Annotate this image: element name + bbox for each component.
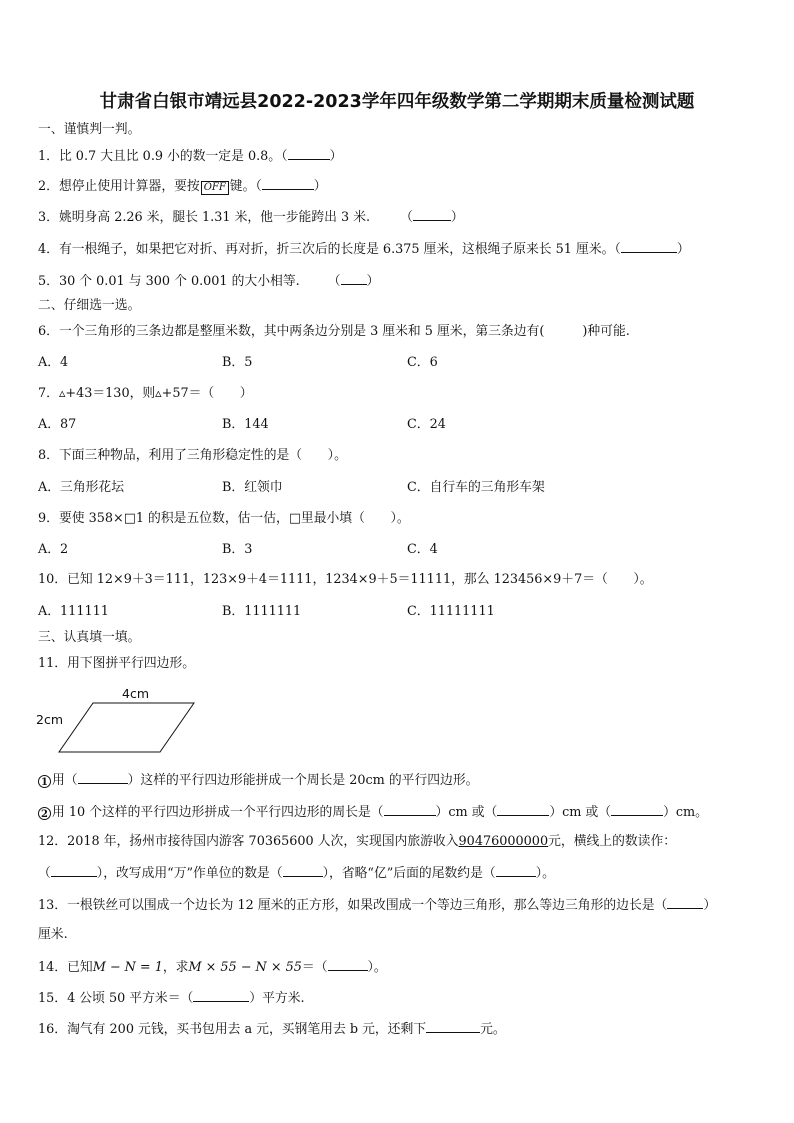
question-15: 15．4 公顷 50 平方米＝（ ）平方米. [38, 991, 305, 1006]
question-6: 6．一个三角形的三条边都是整厘米数，其中两条边分别是 3 厘米和 5 厘米，第三条边有( )种可能. [38, 324, 630, 339]
q7-option-b[interactable]: B．144 [222, 417, 269, 432]
off-key-icon: OFF [201, 181, 229, 195]
question-5: 5．30 个 0.01 与 300 个 0.001 的大小相等. （ ） [38, 274, 380, 289]
q6-option-b[interactable]: B．5 [222, 355, 253, 370]
answer-blank[interactable] [384, 803, 436, 816]
question-14: 14．已知M − N = 1，求M × 55 − N × 55＝（ ）。 [38, 960, 387, 975]
q7-option-a[interactable]: A．87 [38, 417, 77, 432]
q8-option-b[interactable]: B．红领巾 [222, 480, 283, 495]
section-heading-1: 一、谨慎判一判。 [38, 122, 141, 137]
question-12-line-2: （ ），改写成用“万”作单位的数是（ ），省略“亿”后面的尾数约是（ ）。 [38, 866, 555, 881]
math-expression: M × 55 − N × 55 [188, 960, 302, 975]
question-1: 1．比 0.7 大且比 0.9 小的数一定是 0.8。（ ） [38, 149, 343, 164]
answer-blank[interactable] [328, 958, 368, 971]
parallelogram-left-label: 2cm [36, 712, 64, 727]
question-9: 9．要使 358×□1 的积是五位数，估一估，□里最小填（ ）。 [38, 511, 410, 526]
q8-option-a[interactable]: A．三角形花坛 [38, 480, 125, 495]
q9-option-c[interactable]: C．4 [407, 542, 438, 557]
q10-option-c[interactable]: C．11111111 [407, 604, 495, 619]
answer-blank[interactable] [341, 272, 367, 285]
underlined-number: 90476000000 [458, 834, 549, 849]
q9-option-b[interactable]: B．3 [222, 542, 253, 557]
answer-blank[interactable] [193, 989, 249, 1002]
question-12: 12．2018 年，扬州市接待国内游客 70365600 人次，实现国内旅游收入90476000000元，横线上的数读作： [38, 834, 677, 849]
q8-option-c[interactable]: C．自行车的三角形车架 [407, 480, 545, 495]
q10-option-a[interactable]: A．111111 [38, 604, 109, 619]
question-4: 4．有一根绳子，如果把它对折、再对折，折三次后的长度是 6.375 厘米，这根绳子原来长 51 厘米。（ ） [38, 242, 690, 257]
answer-blank[interactable] [78, 771, 128, 784]
answer-blank[interactable] [497, 803, 549, 816]
circled-number: 2 [38, 807, 51, 820]
section-heading-3: 三、认真填一填。 [38, 630, 141, 645]
section-heading-2: 二、仔细选一选。 [38, 298, 141, 313]
parallelogram-shape [59, 703, 194, 752]
question-7: 7．▵+43＝130，则▵+57＝（ ） [38, 386, 253, 401]
question-8: 8．下面三种物品，利用了三角形稳定性的是（ ）。 [38, 448, 347, 463]
question-2: 2．想停止使用计算器，要按 OFF 键。（ ） [38, 179, 327, 194]
question-13: 13．一根铁丝可以围成一个边长为 12 厘米的正方形，如果改围成一个等边三角形，那么等边三角形的边长是（ ） [38, 898, 717, 913]
answer-blank[interactable] [413, 208, 451, 221]
answer-blank[interactable] [51, 864, 97, 877]
question-10: 10．已知 12×9＋3＝111，123×9＋4＝1111，1234×9＋5＝11111，那么 123456×9＋7＝（ ）。 [38, 572, 653, 587]
answer-blank[interactable] [621, 240, 677, 253]
answer-blank[interactable] [426, 1020, 480, 1033]
circled-number: 1 [38, 775, 51, 788]
answer-blank[interactable] [283, 864, 323, 877]
question-3: 3．姚明身高 2.26 米，腿长 1.31 米，他一步能跨出 3 米. （ ） [38, 210, 464, 225]
answer-blank[interactable] [262, 177, 314, 190]
q10-option-b[interactable]: B．1111111 [222, 604, 302, 619]
q7-option-c[interactable]: C．24 [407, 417, 446, 432]
question-11-part-2: 2 用 10 个这样的平行四边形拼成一个平行四边形的周长是（ ）cm 或（ ）cm 或（ ）cm。 [38, 803, 708, 821]
q6-option-c[interactable]: C．6 [407, 355, 438, 370]
answer-blank[interactable] [288, 147, 330, 160]
question-13-line-2: 厘米. [38, 927, 68, 942]
parallelogram-top-label: 4cm [122, 686, 150, 701]
question-16: 16．淘气有 200 元钱，买书包用去 a 元，买钢笔用去 b 元，还剩下 元。 [38, 1022, 506, 1037]
q9-option-a[interactable]: A．2 [38, 542, 69, 557]
answer-blank[interactable] [611, 803, 663, 816]
question-11: 11．用下图拼平行四边形。 [38, 656, 196, 671]
parallelogram-figure [30, 682, 230, 762]
q6-option-a[interactable]: A．4 [38, 355, 69, 370]
answer-blank[interactable] [496, 864, 536, 877]
answer-blank[interactable] [667, 896, 703, 909]
question-11-part-1: 1 用（ ）这样的平行四边形能拼成一个周长是 20cm 的平行四边形。 [38, 771, 478, 789]
math-expression: M − N = 1 [92, 960, 163, 975]
page-title: 甘肃省白银市靖远县2022-2023学年四年级数学第二学期期末质量检测试题 [99, 92, 695, 112]
